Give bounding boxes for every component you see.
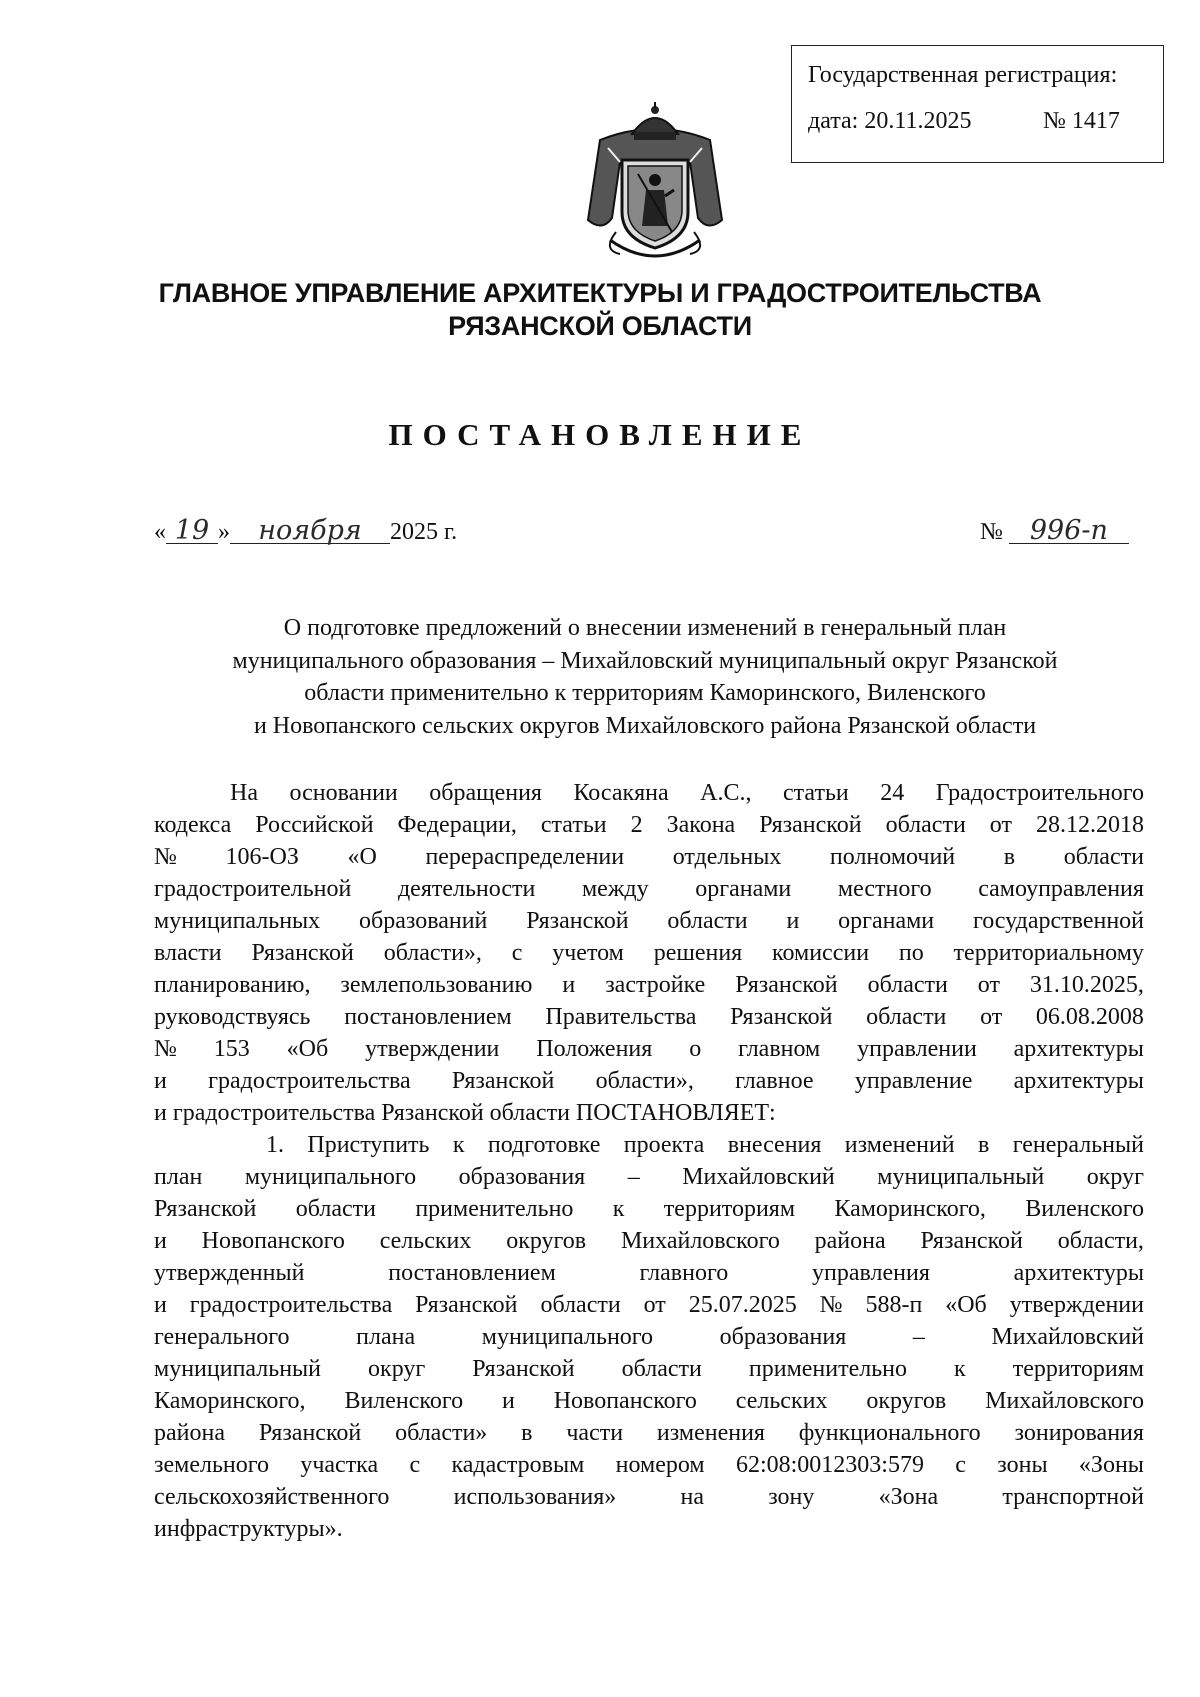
- word: территориальному: [953, 940, 1144, 966]
- body-line: [154, 1225, 1144, 1257]
- word: области»: [395, 1420, 488, 1446]
- word: управление: [854, 1068, 973, 1094]
- word: функционального: [798, 1420, 981, 1446]
- word: от: [989, 812, 1012, 838]
- word: отдельных: [672, 844, 782, 870]
- word: и: [786, 908, 800, 934]
- body-line: [154, 937, 1144, 969]
- word: Каморинского,: [834, 1196, 986, 1222]
- word: полномочий: [829, 844, 956, 870]
- word: к: [452, 1132, 465, 1158]
- registration-stamp: [791, 45, 1164, 163]
- word: «Зоны: [1078, 1452, 1144, 1478]
- subject-line: О подготовке предложений о внесении изменений в генеральный план: [283, 615, 1007, 641]
- word: На: [230, 780, 258, 806]
- word: области: [667, 908, 748, 934]
- word: Михайловского: [620, 1228, 780, 1254]
- word: Правительства: [545, 1004, 697, 1030]
- subject-line: и Новопанского сельских округов Михайловского района Рязанской области: [253, 712, 1037, 739]
- word: комиссии: [772, 940, 870, 966]
- registration-number: № 1417: [1043, 108, 1120, 134]
- word: Виленского: [1025, 1196, 1144, 1222]
- word: учетом: [552, 940, 624, 966]
- body-line: [154, 1001, 1144, 1033]
- word: образования: [719, 1324, 847, 1350]
- resolution-date: [154, 515, 458, 546]
- word: 2: [630, 812, 643, 838]
- word: от: [643, 1292, 666, 1318]
- body-line: [154, 1289, 1144, 1321]
- registration-date: дата: 20.11.2025: [808, 108, 972, 134]
- word: градостроительства: [208, 1068, 411, 1094]
- word: округов: [506, 1228, 587, 1254]
- word: в: [521, 1420, 533, 1446]
- word: 24: [880, 780, 905, 806]
- word: части: [566, 1420, 624, 1446]
- word: муниципального: [244, 1164, 417, 1190]
- word: 588-п: [865, 1292, 923, 1318]
- word: главном: [738, 1036, 821, 1062]
- word: Новопанского: [553, 1388, 697, 1414]
- word: самоуправления: [978, 876, 1144, 902]
- word: плана: [356, 1324, 416, 1350]
- word: Рязанской: [251, 940, 354, 966]
- word: с: [409, 1452, 421, 1478]
- word: области,: [1057, 1228, 1144, 1254]
- word: использования»: [453, 1484, 617, 1510]
- word: к: [954, 1356, 966, 1382]
- word: области: [885, 812, 966, 838]
- body-line: [154, 1129, 1144, 1161]
- word: 106-ОЗ: [225, 844, 299, 870]
- word: транспортной: [1002, 1484, 1144, 1510]
- body-line: [154, 1481, 1144, 1513]
- word: округов: [866, 1388, 947, 1414]
- number-sign: №: [980, 519, 1003, 545]
- word: сельских: [379, 1228, 472, 1254]
- word: застройке: [605, 972, 706, 998]
- word: план: [154, 1164, 203, 1190]
- word: генерального: [154, 1324, 290, 1350]
- word: области: [295, 1196, 376, 1222]
- word: №: [154, 1036, 177, 1062]
- word: Михайловский: [682, 1164, 835, 1190]
- registration-title: Государственная регистрация:: [808, 62, 1118, 88]
- word: 25.07.2025: [688, 1292, 797, 1318]
- body-line: [154, 1065, 1144, 1097]
- word: органами: [695, 876, 792, 902]
- word: постановлением: [344, 1004, 512, 1030]
- word: Градостроительного: [935, 780, 1144, 806]
- word: между: [581, 876, 649, 902]
- word: государственной: [972, 908, 1144, 934]
- word: планированию,: [154, 972, 311, 998]
- word: постановлением: [388, 1260, 556, 1286]
- word: землепользованию: [340, 972, 533, 998]
- word: утверждении: [1009, 1292, 1144, 1318]
- body-line: [154, 1385, 1144, 1417]
- word: главное: [735, 1068, 814, 1094]
- word: статьи: [782, 780, 849, 806]
- word: «Об: [286, 1036, 329, 1062]
- word: с: [955, 1452, 966, 1478]
- word: Закона: [666, 812, 736, 838]
- word: округ: [368, 1356, 426, 1382]
- body-line: [154, 1321, 1144, 1353]
- word: подготовке: [487, 1132, 601, 1158]
- organization-name-line-2: РЯЗАНСКОЙ ОБЛАСТИ: [448, 311, 752, 341]
- word: органами: [838, 908, 935, 934]
- body-line: [154, 841, 1144, 873]
- word: области»,: [595, 1068, 694, 1094]
- word: образования: [458, 1164, 586, 1190]
- word: 28.12.2018: [1035, 812, 1144, 838]
- word: Михайловского: [985, 1388, 1144, 1414]
- word: округ: [1086, 1164, 1144, 1190]
- word: области: [621, 1356, 702, 1382]
- word: Рязанской: [526, 908, 629, 934]
- word: Рязанской: [451, 1068, 555, 1094]
- word: участка: [300, 1452, 379, 1478]
- word: Михайловский: [991, 1324, 1144, 1350]
- subject-line: муниципального образования – Михайловский муниципальный округ Рязанской: [232, 647, 1058, 674]
- word: района: [814, 1228, 886, 1254]
- word: главного: [639, 1260, 729, 1286]
- word: –: [627, 1164, 640, 1190]
- word: 1.: [266, 1132, 284, 1158]
- word: проекта: [623, 1132, 705, 1158]
- word: области: [866, 1004, 947, 1030]
- word: применительно: [748, 1356, 908, 1382]
- word: территориям: [663, 1196, 796, 1222]
- word: кадастровым: [451, 1452, 585, 1478]
- word: утвержденный: [154, 1260, 305, 1286]
- word: о: [689, 1036, 702, 1062]
- word: «О: [347, 844, 377, 870]
- word: территориям: [1012, 1356, 1144, 1382]
- word: утверждении: [365, 1036, 500, 1062]
- body-line: [154, 1257, 1144, 1289]
- word: основании: [289, 780, 398, 806]
- date-month-handwritten: ноября: [230, 519, 390, 544]
- word: архитектуры: [1013, 1036, 1144, 1062]
- ryazan-coat-of-arms-icon: [580, 100, 730, 264]
- word: зону: [768, 1484, 815, 1510]
- word: власти: [154, 940, 222, 966]
- word: от: [977, 972, 1000, 998]
- body-line: [154, 873, 1144, 905]
- body-line: [154, 1193, 1144, 1225]
- word: 62:08:0012303:579: [735, 1452, 924, 1478]
- word: к: [612, 1196, 625, 1222]
- word: А.С.,: [700, 780, 752, 806]
- word: деятельности: [397, 876, 536, 902]
- word: решения: [653, 940, 743, 966]
- word: Рязанской: [730, 1004, 833, 1030]
- word: Российской: [255, 812, 374, 838]
- word: Рязанской: [415, 1292, 518, 1318]
- word: муниципального: [481, 1324, 654, 1350]
- word: номером: [615, 1452, 705, 1478]
- word: с: [511, 940, 523, 966]
- body-line: [154, 1033, 1144, 1065]
- document-type-heading: ПОСТАНОВЛЕНИЕ: [388, 417, 812, 452]
- word: и: [501, 1388, 515, 1414]
- word: Положения: [536, 1036, 653, 1062]
- word: перераспределении: [425, 844, 625, 870]
- word: области: [540, 1292, 621, 1318]
- word: района: [154, 1420, 225, 1446]
- word: в: [978, 1132, 990, 1158]
- word: и: [154, 1068, 167, 1094]
- word: управления: [812, 1260, 930, 1286]
- word: земельного: [154, 1452, 269, 1478]
- date-open-quote: «: [154, 519, 166, 545]
- word: кодекса: [154, 812, 232, 838]
- word: Каморинского,: [154, 1388, 306, 1414]
- word: муниципальных: [154, 908, 321, 934]
- body-line: [154, 809, 1144, 841]
- body-line: и градостроительства Рязанской области ПОСТАНОВЛЯЕТ:: [154, 1100, 776, 1126]
- resolution-subject: [150, 612, 1140, 742]
- body-line: [154, 905, 1144, 937]
- word: статьи: [540, 812, 607, 838]
- body-line: [154, 1449, 1144, 1481]
- word: 06.08.2008: [1035, 1004, 1144, 1030]
- word: области: [867, 972, 948, 998]
- word: зоны: [997, 1452, 1048, 1478]
- preamble-paragraph: [154, 777, 1144, 1129]
- word: Рязанской: [154, 1196, 257, 1222]
- organization-name-line-1: ГЛАВНОЕ УПРАВЛЕНИЕ АРХИТЕКТУРЫ И ГРАДОСТРОИТЕЛЬСТВА: [158, 278, 1042, 308]
- word: по: [898, 940, 924, 966]
- word: и: [562, 972, 576, 998]
- word: Рязанской: [735, 972, 838, 998]
- word: «Об: [945, 1292, 987, 1318]
- word: в: [1003, 844, 1016, 870]
- word: сельскохозяйственного: [154, 1484, 390, 1510]
- word: Рязанской: [759, 812, 862, 838]
- resolution-number: [980, 515, 1129, 546]
- word: –: [912, 1324, 925, 1350]
- word: от: [980, 1004, 1003, 1030]
- subject-line: области применительно к территориям Каморинского, Виленского: [304, 680, 986, 706]
- word: и: [154, 1292, 167, 1318]
- word: Рязанской: [920, 1228, 1023, 1254]
- word: 31.10.2025,: [1029, 972, 1144, 998]
- number-handwritten: 996-п: [1009, 519, 1129, 544]
- word: руководствуясь: [154, 1004, 311, 1030]
- word: области: [1063, 844, 1144, 870]
- body-line: [154, 1353, 1144, 1385]
- word: Рязанской: [472, 1356, 575, 1382]
- body-line: [154, 1417, 1144, 1449]
- word: обращения: [429, 780, 542, 806]
- word: на: [680, 1484, 704, 1510]
- word: архитектуры: [1013, 1260, 1144, 1286]
- body-line: [154, 1161, 1144, 1193]
- body-line: [154, 969, 1144, 1001]
- word: применительно: [415, 1196, 574, 1222]
- word: Приступить: [307, 1132, 430, 1158]
- word: образований: [358, 908, 488, 934]
- word: Косакяна: [573, 780, 669, 806]
- word: 153: [213, 1036, 250, 1062]
- word: изменения: [656, 1420, 765, 1446]
- date-close-quote: »: [218, 519, 230, 545]
- word: местного: [837, 876, 932, 902]
- body-line: инфраструктуры».: [154, 1516, 343, 1542]
- word: и: [154, 1228, 167, 1254]
- word: внесения: [727, 1132, 822, 1158]
- word: градостроительной: [154, 876, 352, 902]
- date-day-handwritten: 19: [166, 519, 218, 544]
- word: управлении: [857, 1036, 977, 1062]
- clause-1-paragraph: [154, 1129, 1144, 1545]
- date-year: 2025 г.: [390, 519, 458, 545]
- word: №: [819, 1292, 843, 1318]
- word: зонирования: [1014, 1420, 1144, 1446]
- word: Рязанской: [258, 1420, 362, 1446]
- body-line: [154, 777, 1144, 809]
- word: градостроительства: [189, 1292, 393, 1318]
- word: Виленского: [344, 1388, 464, 1414]
- word: Федерации,: [397, 812, 517, 838]
- word: муниципальный: [154, 1356, 322, 1382]
- word: Новопанского: [201, 1228, 345, 1254]
- word: архитектуры: [1013, 1068, 1144, 1094]
- word: муниципальный: [877, 1164, 1045, 1190]
- word: сельских: [735, 1388, 828, 1414]
- word: генеральный: [1012, 1132, 1144, 1158]
- word: изменений: [844, 1132, 955, 1158]
- word: «Зона: [878, 1484, 939, 1510]
- word: №: [154, 844, 177, 870]
- word: области»,: [383, 940, 482, 966]
